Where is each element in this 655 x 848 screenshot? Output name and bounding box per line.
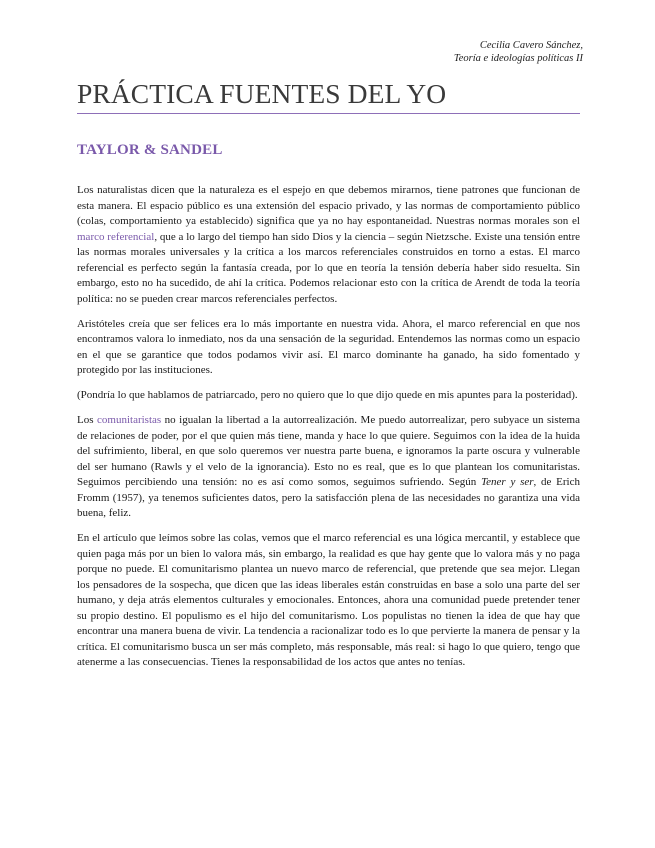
page-title: PRÁCTICA FUENTES DEL YO [77, 78, 447, 109]
paragraph-text: Los naturalistas dicen que la naturaleza es el espejo en que debemos mirarnos, tiene patrones que funcionan de esta manera. El espacio público es una extensión del espacio privado, y las normas de comportamiento público (colas, comportamiento ya establecido) significa que ya no hay espontaneidad. Nuestras normas morales son el [77, 184, 580, 227]
paragraph-text: Los [77, 414, 98, 426]
header-author-block [454, 39, 583, 65]
paragraph-aristoteles: Aristóteles creía que ser felices era lo más importante en nuestra vida. Ahora, el marco referencial en que nos encontramos valora lo inmediato, nos da una sensación de la seguridad. Entendemos las normas como un espacio en el que se garantice que todos podamos vivir así. El marco dominante ha ganado, ha sido fomentado y protegido por las instituciones. [77, 317, 580, 376]
document-body [77, 183, 580, 680]
course-name: Teoría e ideologías políticas II [453, 53, 583, 64]
section-heading: TAYLOR & SANDEL [77, 142, 223, 158]
paragraph-comunitaristas [77, 413, 580, 522]
paragraph-text: , que a lo largo del tiempo han sido Dios y la ciencia – según Nietzsche. Existe una tensión entre las normas morales universales y la crítica a los marcos referenciales construidos en torno a estas. El marco referencial es perfecto según la fantasía creada, por lo que en teoría la tensión debería haber sido resuelta. Sin embargo, esto no ha sucedido, de ahí la crítica. Podemos relacionar esto con la crítica de Arendt de toda la teoría política: no se pueden crear marcos referenciales perfectos. [77, 230, 581, 305]
title-divider [77, 113, 580, 114]
term-marco-referencial: marco referencial [77, 230, 155, 243]
author-name: Cecilia Cavero Sánchez, [479, 40, 583, 51]
paragraph-text: no igualan la libertad a la autorrealización. Me puedo autorrealizar, pero subyace un sistema de relaciones de poder, por el que quien más tiene, manda y hace lo que quiere. Seguimos con la idea de la huida del sufrimiento, liberal, en que solo queremos ver nuestra parte buena, e ignoramos la parte oscura y vulnerable del ser humano (Rawls y el velo de la ignorancia). Esto no es real, que es lo que plantean los comunitaristas. Seguimos percibiendo una tensión: no es así como somos, seguimos sufriendo. Según [77, 414, 580, 488]
paragraph-patriarcado: (Pondría lo que hablamos de patriarcado, pero no quiero que lo que dijo quede en mis apuntes para la posteridad). [77, 389, 578, 401]
book-title-tener-y-ser: Tener y ser [481, 476, 534, 488]
paragraph-naturalistas [77, 183, 580, 307]
paragraph-text: , de Erich Fromm (1957), ya tenemos suficientes datos, pero la satisfacción plena de las necesidades no garantiza una vida buena, feliz. [77, 476, 580, 519]
term-comunitaristas: comunitaristas [97, 414, 162, 426]
paragraph-colas: En el artículo que leímos sobre las colas, vemos que el marco referencial es una lógica mercantil, y establece que quien paga más por un bien lo valora más, sin embargo, la realidad es que hay gente que lo valora más y no paga porque no puede. El comunitarismo plantea un nuevo marco de referencial, que pretende que sea mejor. Llegan los pensadores de la sospecha, que dicen que las ideas liberales están construidas en base a solo una parte del ser humano, y deja atrás elementos culturales y emocionales. Entonces, ahora una comunidad puede pretender tener su propio destino. El populismo es el hijo del comunitarismo. Los populistas no tienen la idea de que hay que encontrar una manera buena de vivir. La tendencia a racionalizar todo es lo que pervierte la manera de pensar y la crítica. El comunitarismo busca un ser más completo, más responsable, más real: si hago lo que quiero, tengo que atenerme a las consecuencias. Tienes la responsabilidad de los actos que antes no tenías. [77, 532, 580, 668]
